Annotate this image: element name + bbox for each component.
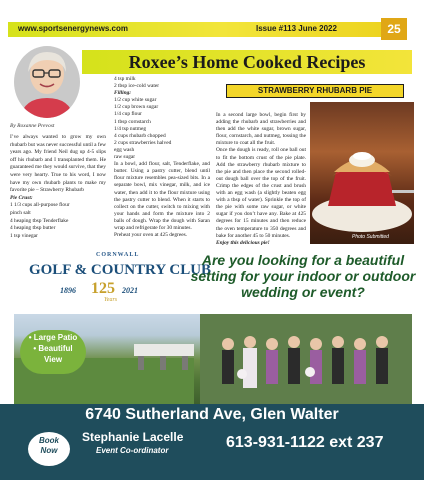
pie-photo xyxy=(310,102,414,244)
filling-ingredient: 2 cups strawberries halved xyxy=(114,139,172,146)
crust-ingredient: 1 1/3 cups all-purpose flour xyxy=(10,202,70,209)
contact-name: Stephanie Lacelle xyxy=(82,430,184,444)
phone-number[interactable]: 613-931-1122 ext 237 xyxy=(226,434,384,451)
filling-ingredient: egg wash xyxy=(114,146,135,153)
pie-slice-icon xyxy=(310,102,414,244)
logo-anniversary: 125 xyxy=(91,280,115,297)
feature-item: • Large Patio xyxy=(28,333,78,342)
method-paragraph: In a second large bowl, begin first by adding the rhubarb and strawberries and then add the white sugar, brown sugar, flour, cornstarch, and nutmeg, tossing the mixture to coat all the fruit. xyxy=(216,112,306,147)
feature-item: • Beautiful xyxy=(33,344,73,353)
crust-ingredient: 1 tsp vinegar xyxy=(10,232,38,239)
book-now-button[interactable] xyxy=(28,436,70,456)
crust-ingredient: 4 tsp milk xyxy=(114,76,136,82)
enjoy-line: Enjoy this delicious pie! xyxy=(216,239,270,246)
method-paragraph: In a bowl, add flour, salt, Tenderflake, and butter. Using a pastry cutter, blend until flour mixture resembles pea-sized bits. In a separate bowl, mix vinegar, milk, and ice water, then add it to the flour mixture using the pastry cutter to blend. When it starts to collect on the cutter, switch to mixing with your hands and form the mixture into 2 balls of dough. Wrap the dough with Saran wrap and refrigerate for 30 minutes. xyxy=(114,161,210,231)
ad-pitch: Are you looking for a beautiful setting for your indoor or outdoor wedding or event? xyxy=(190,252,416,300)
ingredients-column xyxy=(114,76,210,239)
filling-ingredient: 1/2 cup brown sugar xyxy=(114,104,159,111)
author-photo xyxy=(14,46,80,118)
feature-item: View xyxy=(43,355,63,364)
intro-column xyxy=(10,134,106,240)
intro-text: I’ve always wanted to grow my own rhubarb but was never successful until a few years ago. My friend Neil dug up 4-5 slips off his rhubarb and I transplanted them. He guaranteed me they would survive, that they were very hearty. True to his word, I now have my own rhubarb plants to make my favorite pie – Strawberry Rhubarb xyxy=(10,134,106,194)
logo-year-start: 1896 xyxy=(60,286,76,295)
club-address: 6740 Sutherland Ave, Glen Walter xyxy=(85,406,339,423)
crust-ingredient: 4 heaping tbsp butter xyxy=(10,225,56,232)
logo-top-text: CORNWALL xyxy=(96,252,140,258)
photo-credit: Photo Submitted xyxy=(352,234,389,240)
page-number: 25 xyxy=(381,18,407,40)
book-now-line: Book xyxy=(39,436,59,445)
crust-ingredient: pinch salt xyxy=(10,209,31,216)
crust-ingredient: 2 tbsp ice-cold water xyxy=(114,83,160,90)
logo-year-end: 2021 xyxy=(122,286,138,295)
crust-ingredient: 4 heaping tbsp Tenderflake xyxy=(10,217,69,224)
filling-ingredient: 1 tbsp cornstarch xyxy=(114,118,151,125)
recipe-subtitle: STRAWBERRY RHUBARB PIE xyxy=(257,86,373,95)
author-portrait-icon xyxy=(14,46,80,118)
article-title: Roxee’s Home Cooked Recipes xyxy=(128,52,366,72)
logo-years-word: Years xyxy=(104,297,118,303)
page-header xyxy=(0,0,424,40)
site-url-link[interactable]: www.sportsenergynews.com xyxy=(18,24,128,33)
method-column xyxy=(216,112,306,247)
filling-ingredient: 4 cups rhubarb chopped xyxy=(114,132,166,139)
features-list xyxy=(20,332,86,365)
filling-heading: Filling: xyxy=(114,90,132,97)
contact-role: Event Co-ordinator xyxy=(96,446,169,455)
pie-crust-heading: Pie Crust: xyxy=(10,194,33,201)
filling-ingredient: 1/4 tsp nutmeg xyxy=(114,125,147,132)
method-paragraph: Once the dough is ready, roll one ball out to fit the bottom crust of the pie plate. Add the strawberry rhubarb mixture to the pie and then place the second rolled-out dough ball over the top of the fruit. Crimp the edges of the crust and brush with an egg wash (a slightly beaten egg with a tbsp of water). Sprinkle the top of the pie with some raw sugar, or white sugar if you don’t have any. Bake at 425 degrees for 15 minutes and then reduce the oven temperature to 350 degrees and bake for another 45 to 50 minutes. xyxy=(216,147,306,239)
club-logo: GOLF & COUNTRY CLUB xyxy=(28,262,212,278)
filling-ingredient: raw sugar xyxy=(114,154,136,161)
filling-ingredient: 1/2 cup white sugar xyxy=(114,97,157,104)
filling-ingredient: 1/4 cup flour xyxy=(114,111,142,118)
issue-label: Issue #113 June 2022 xyxy=(256,24,337,33)
byline: By Roxanne Prevost xyxy=(10,123,55,129)
book-now-line: Now xyxy=(40,446,58,455)
method-paragraph: Preheat your oven at 425 degrees. xyxy=(114,232,188,239)
